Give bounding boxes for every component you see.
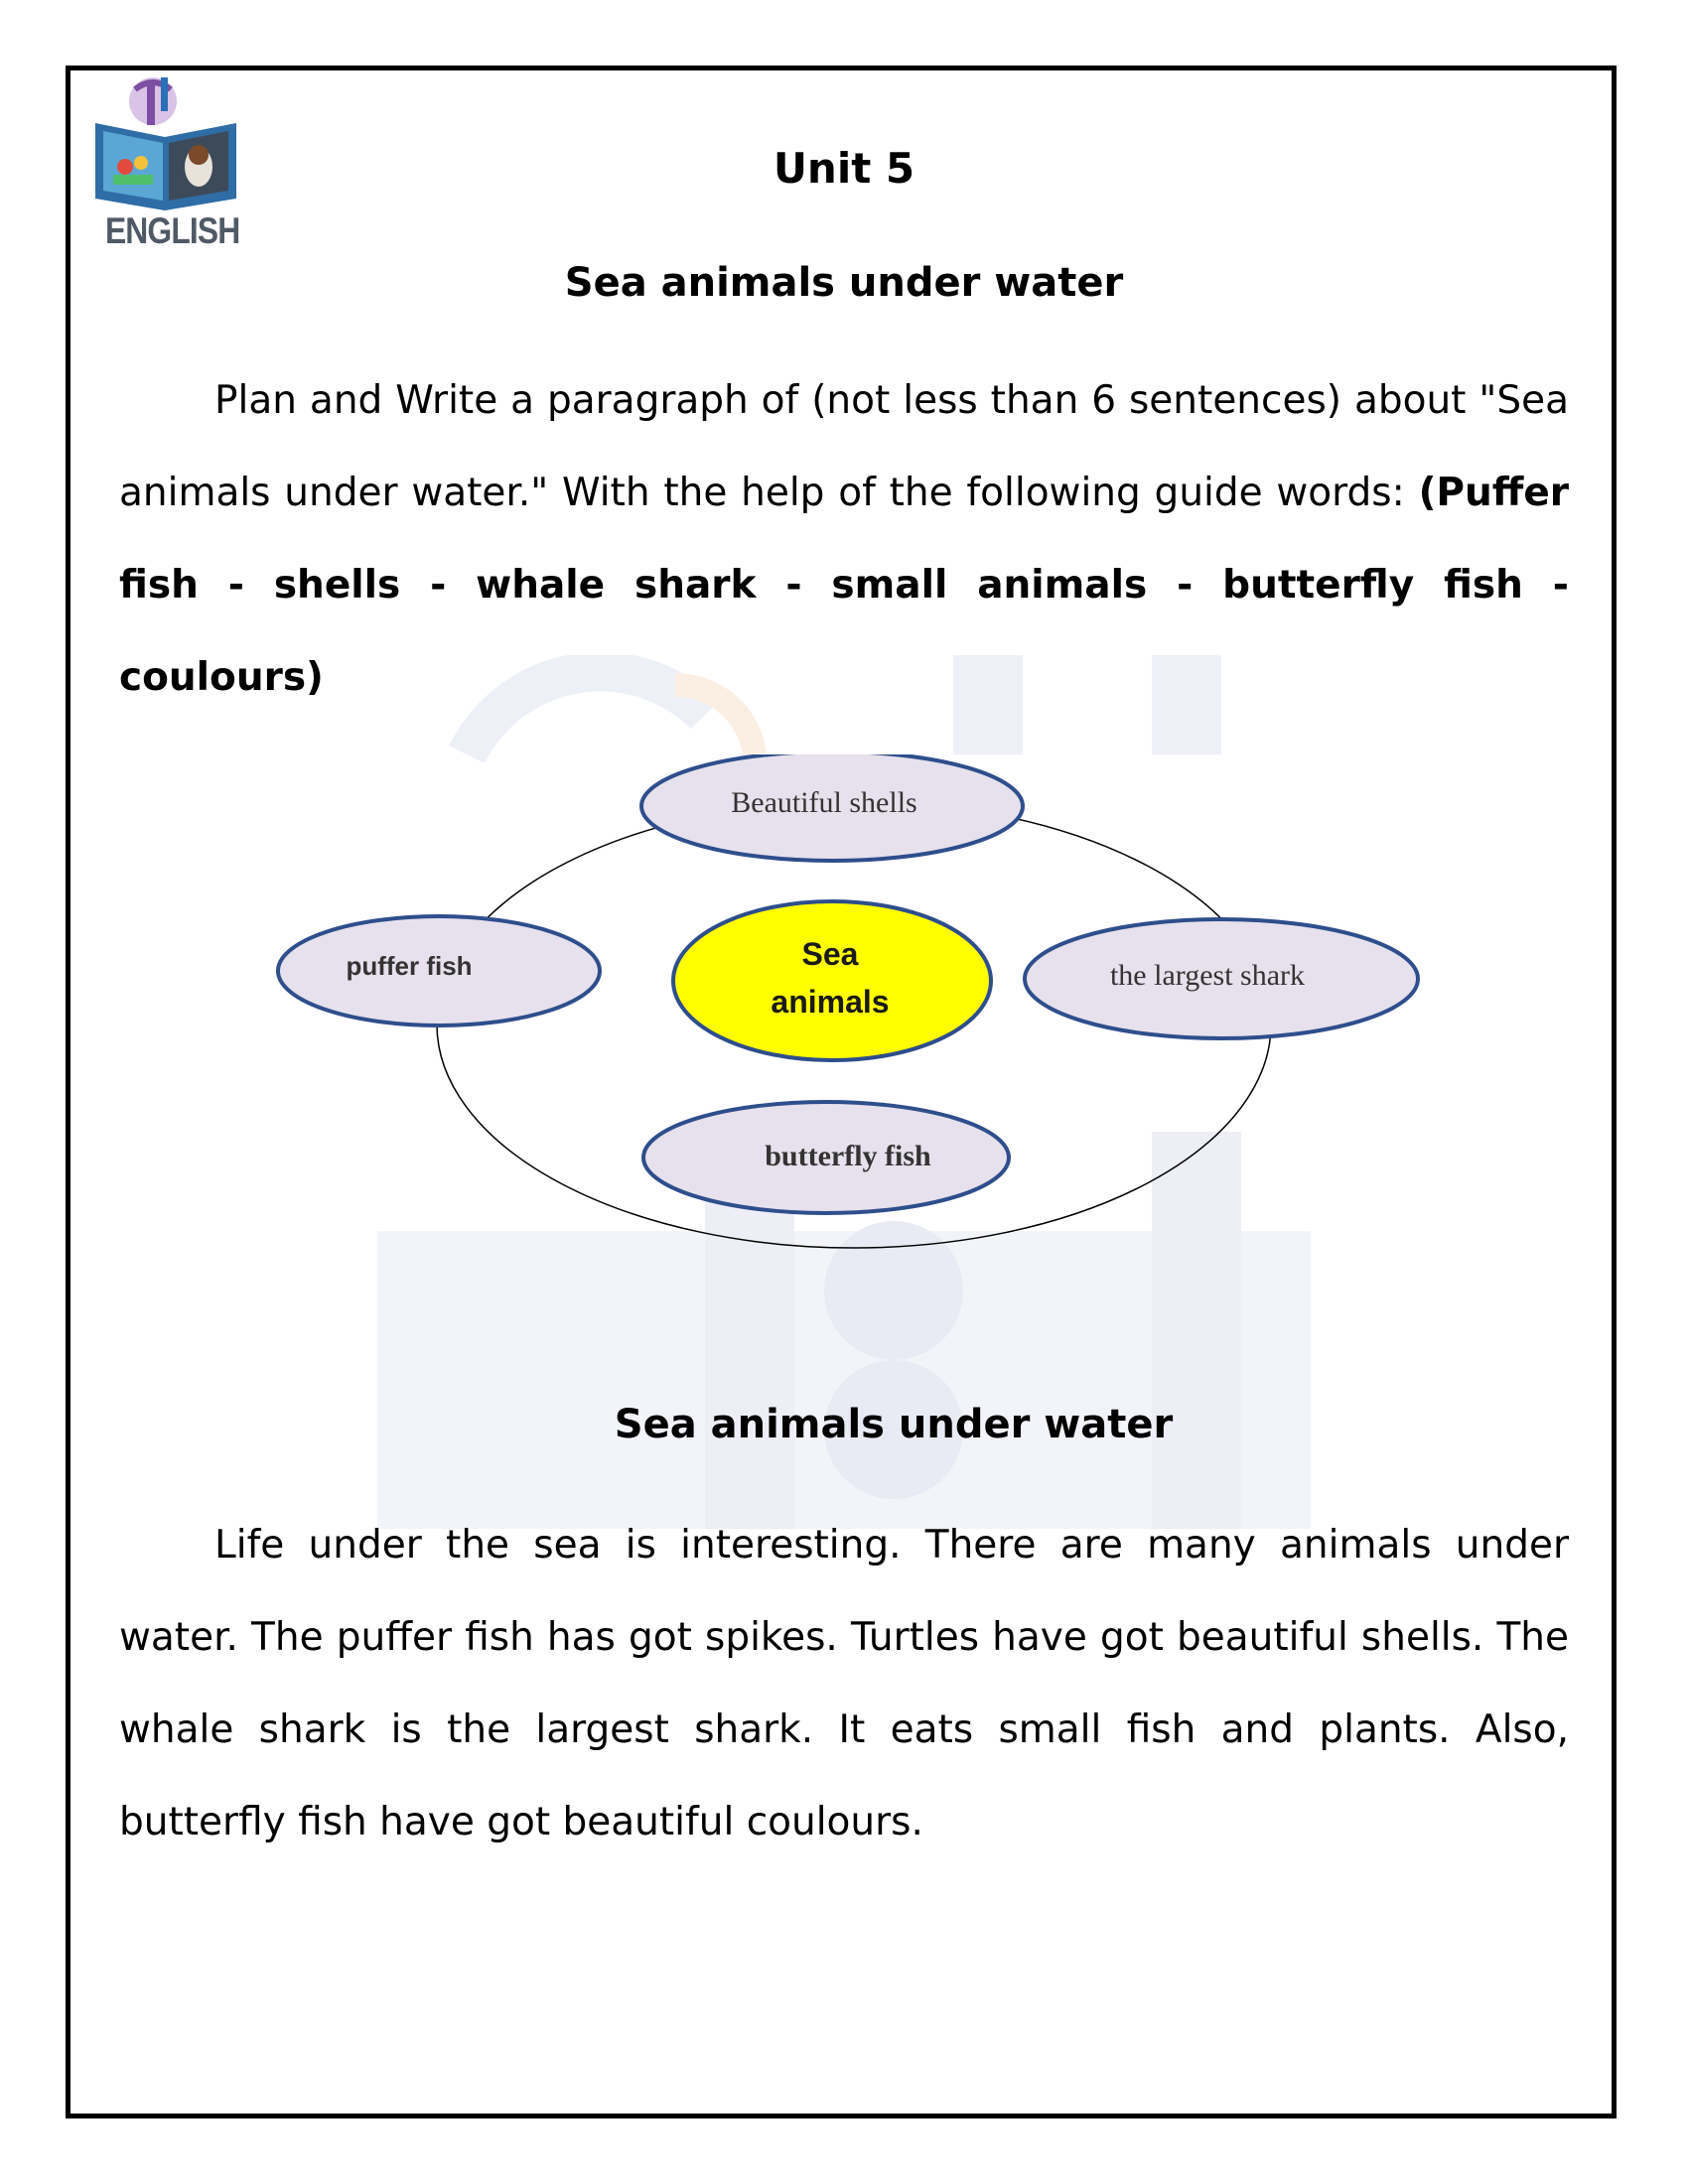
node-left-label: puffer fish — [346, 951, 473, 981]
node-top-label: Beautiful shells — [731, 786, 917, 819]
node-bottom-label: butterfly fish — [765, 1140, 931, 1172]
prompt-instruction: Plan and Write a paragraph of (not less than 6 sentences) about "Sea animals under water." With the help of the following guide words: — [119, 378, 1569, 515]
page-subtitle: Sea animals under water — [564, 260, 1124, 306]
logo-caption: ENGLISH — [104, 210, 240, 251]
unit-title: Unit 5 — [773, 144, 915, 193]
center-bubble — [673, 901, 991, 1060]
center-label-line2: animals — [771, 984, 890, 1020]
answer-title: Sea animals under water — [614, 1402, 1174, 1447]
answer-paragraph — [119, 1499, 1569, 1868]
node-right-label: the largest shark — [1109, 959, 1306, 992]
center-label-line1: Sea — [801, 936, 859, 972]
mind-map — [268, 754, 1430, 1271]
answer-text: Life under the sea is interesting. There are many animals under water. The puffer fish has got spikes. Turtles have got beautiful shells. The whale shark is the largest shark. It eats small fish and plants. Also, butterfly fish have got beautiful coulours. — [119, 1523, 1569, 1844]
guide-words: (Puffer fish - shells - whale shark - small animals - butterfly fish - coulours) — [119, 471, 1570, 700]
